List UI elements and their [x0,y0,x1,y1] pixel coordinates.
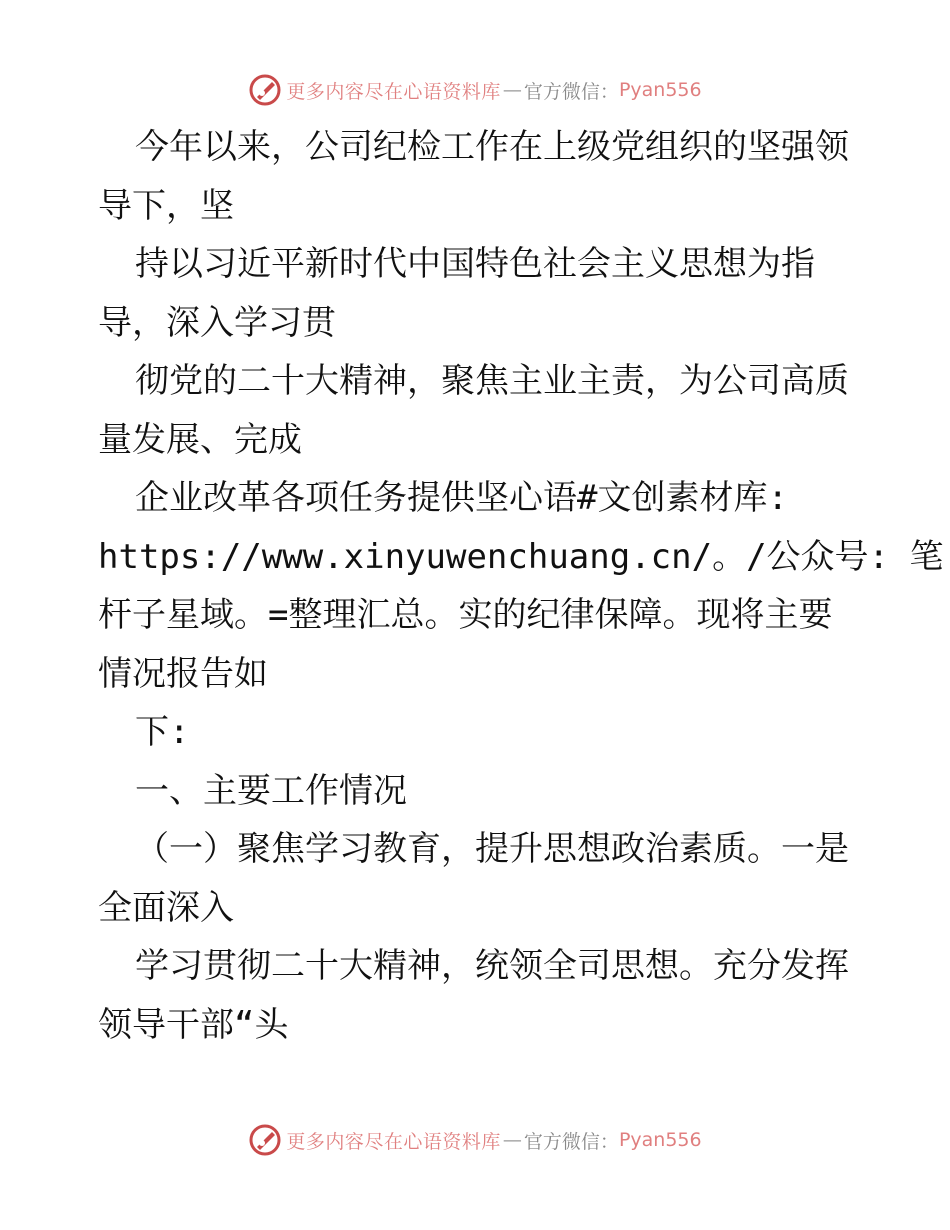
text-line: 学习贯彻二十大精神，统领全司思想。充分发挥 [135,946,849,986]
watermark-dash: — [502,1129,522,1151]
footer-watermark [0,1120,950,1160]
text-line: https://www.xinyuwenchuang.cn/。/公众号: 笔 [98,536,944,577]
header-watermark [0,70,950,110]
watermark-sub-text: 官方微信： [523,1130,619,1153]
watermark-id: Pyan556 [618,79,702,101]
watermark-dash: — [502,79,522,101]
text-line: （一）聚焦学习教育，提升思想政治素质。一是 [135,829,849,869]
text-line: 量发展、完成 [98,419,302,460]
text-line: 企业改革各项任务提供坚心语#文创素材库: [135,478,788,518]
text-line: 彻党的二十大精神，聚焦主业主责，为公司高质 [135,361,849,401]
text-line: 持以习近平新时代中国特色社会主义思想为指 [135,244,815,284]
logo-icon [248,73,282,107]
text-line: 一、主要工作情况 [135,770,407,811]
watermark-id: Pyan556 [618,1129,702,1151]
watermark-sub-text: 官方微信： [523,80,619,103]
logo-icon [248,1123,282,1157]
document-body [98,118,944,1054]
watermark-main-text: 更多内容尽在心语资料库 [286,1130,501,1153]
text-line: 杆子星域。=整理汇总。实的纪律保障。现将主要 [98,595,833,635]
text-line: 导下，坚 [98,185,234,226]
text-line: 下: [135,712,190,752]
text-line: 导，深入学习贯 [98,302,336,343]
text-line: 全面深入 [98,887,234,928]
watermark-main-text: 更多内容尽在心语资料库 [286,80,501,103]
text-line: 领导干部“头 [98,1004,289,1045]
text-line: 情况报告如 [98,653,268,694]
text-line: 今年以来，公司纪检工作在上级党组织的坚强领 [135,127,849,167]
